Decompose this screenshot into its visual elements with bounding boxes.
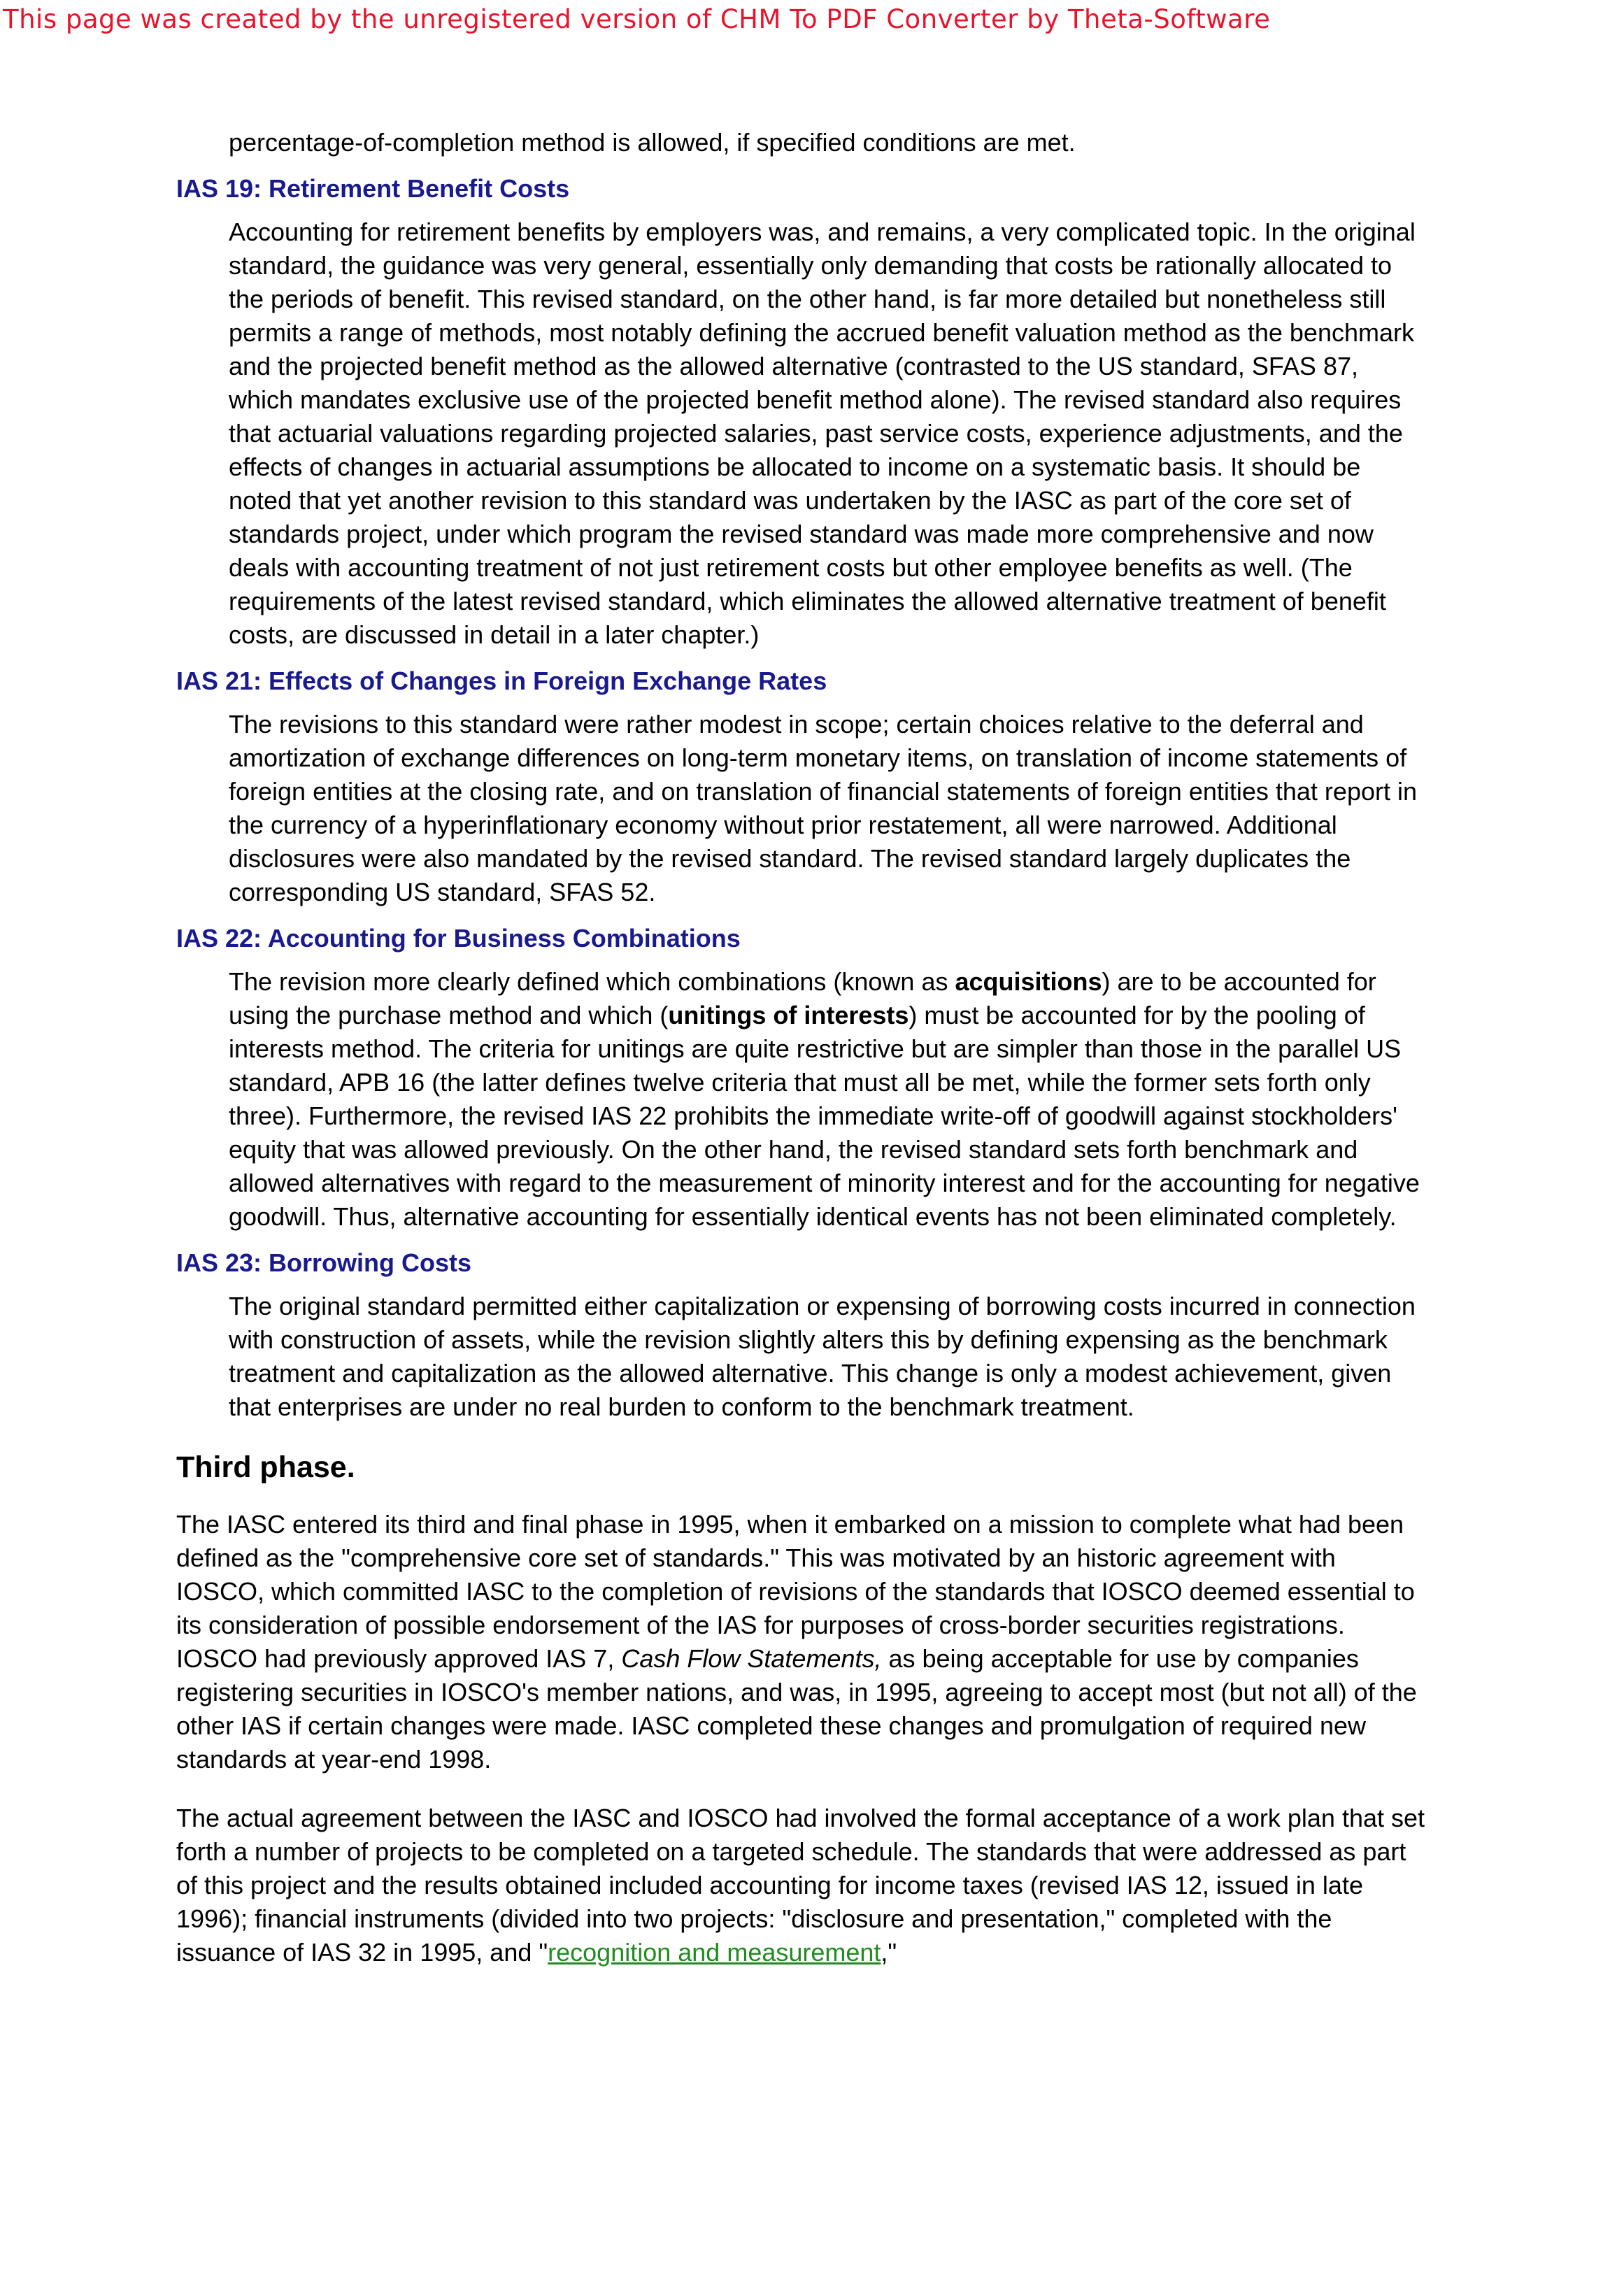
- bold-term-acquisitions: acquisitions: [955, 967, 1102, 996]
- body-text: ) must be accounted for by the pooling of interests method. The criteria for unitings are quite restrictive but are simpler than those in the parallel US standard, APB 16 (the latter defines twelve criteria that must all be met, while the former sets forth only three). Furthermore, the revised IAS 22 prohibits the immediate write-off of goodwill against stockholders' equity that was allowed previously. On the other hand, the revised standard sets forth benchmark and allowed alternatives with regard to the measurement of minority interest and for the accounting for negative goodwill. Thus, alternative accounting for essentially identical events has not been eliminated completely.: [229, 1001, 1420, 1231]
- document-content: [176, 126, 1428, 1995]
- section-heading: Third phase.: [176, 1450, 355, 1484]
- body-text: ,": [881, 1938, 897, 1967]
- body-text: ) are to be accounted for using the purchase method and which (: [229, 967, 1376, 1029]
- entry-ias-19: [176, 172, 1428, 652]
- entry-ias-22: [176, 922, 1428, 1234]
- italic-title: Cash Flow Statements,: [621, 1644, 882, 1673]
- body-text: The revision more clearly defined which combinations (known as: [229, 967, 955, 996]
- entry-body: The revisions to this standard were rather modest in scope; certain choices relative to the deferral and amortization of exchange differences on long-term monetary items, on translation of income statements of foreign entities at the closing rate, and on translation of financial statements of foreign entities that report in the currency of a hyperinflationary economy without prior restatement, all were narrowed. Additional disclosures were also mandated by the revised standard. The revised standard largely duplicates the corresponding US standard, SFAS 52.: [229, 710, 1417, 906]
- paragraph-third-phase-2: [176, 1802, 1428, 1969]
- entry-title: IAS 19: Retirement Benefit Costs: [176, 174, 570, 203]
- entry-title: IAS 21: Effects of Changes in Foreign Exchange Rates: [176, 666, 827, 695]
- body-text: as being acceptable for use by companies registering securities in IOSCO's member nations, and was, in 1995, agreeing to accept most (but not all) of the other IAS if certain changes were made. IASC completed these changes and promulgation of required new standards at year-end 1998.: [176, 1644, 1417, 1774]
- entry-body: Accounting for retirement benefits by employers was, and remains, a very complicated topic. In the original standard, the guidance was very general, essentially only demanding that costs be rationally allocated to the periods of benefit. This revised standard, on the other hand, is far more detailed but nonetheless still permits a range of methods, most notably defining the accrued benefit valuation method as the benchmark and the projected benefit method as the allowed alternative (contrasted to the US standard, SFAS 87, which mandates exclusive use of the projected benefit method alone). The revised standard also requires that actuarial valuations regarding projected salaries, past service costs, experience adjustments, and the effects of changes in actuarial assumptions be allocated to income on a systematic basis. It should be noted that yet another revision to this standard was undertaken by the IASC as part of the core set of standards project, under which program the revised standard was made more comprehensive and now deals with accounting treatment of not just retirement costs but other employee benefits as well. (The requirements of the latest revised standard, which eliminates the allowed alternative treatment of benefit costs, are discussed in detail in a later chapter.): [229, 218, 1416, 649]
- body-text: The actual agreement between the IASC and IOSCO had involved the formal acceptance of a work plan that set forth a number of projects to be completed on a targeted schedule. The standards that were addressed as part of this project and the results obtained included accounting for income taxes (revised IAS 12, issued in late 1996); financial instruments (divided into two projects: "disclosure and presentation," completed with the issuance of IAS 32 in 1995, and ": [176, 1804, 1425, 1967]
- body-text: The IASC entered its third and final phase in 1995, when it embarked on a mission to complete what had been defined as the "comprehensive core set of standards." This was motivated by an historic agreement with IOSCO, which committed IASC to the completion of revisions of the standards that IOSCO deemed essential to its consideration of possible endorsement of the IAS for purposes of cross-border securities registrations. IOSCO had previously approved IAS 7,: [176, 1510, 1415, 1673]
- entry-ias-21: [176, 664, 1428, 909]
- entry-ias-23: [176, 1246, 1428, 1424]
- entry-body: The original standard permitted either capitalization or expensing of borrowing costs incurred in connection with construction of assets, while the revision slightly alters this by defining expensing as the benchmark treatment and capitalization as the allowed alternative. This change is only a modest achievement, given that enterprises are under no real burden to conform to the benchmark treatment.: [229, 1292, 1416, 1421]
- recognition-measurement-link[interactable]: recognition and measurement: [548, 1938, 881, 1967]
- intro-line: percentage-of-completion method is allowed, if specified conditions are met.: [229, 128, 1076, 157]
- entry-body: [229, 965, 1428, 1234]
- paragraph-third-phase-1: [176, 1508, 1428, 1776]
- converter-watermark: This page was created by the unregistered version of CHM To PDF Converter by Theta-Software: [3, 4, 1271, 34]
- entry-title: IAS 22: Accounting for Business Combinations: [176, 924, 741, 953]
- bold-term-unitings: unitings of interests: [668, 1001, 909, 1029]
- entry-title: IAS 23: Borrowing Costs: [176, 1248, 472, 1277]
